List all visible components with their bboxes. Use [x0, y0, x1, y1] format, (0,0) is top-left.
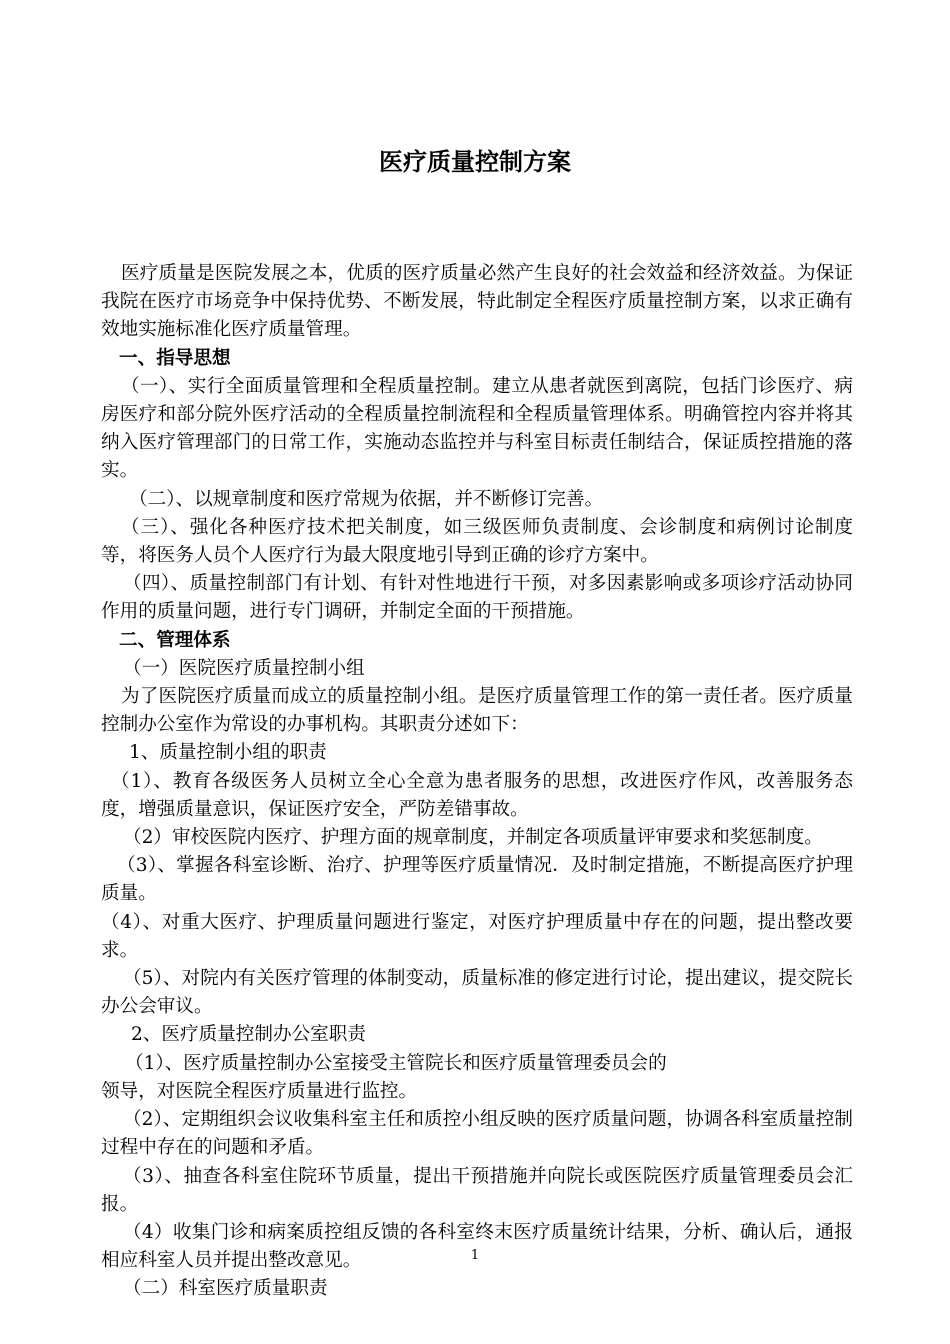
list-item: 领导，对医院全程医疗质量进行监控。	[101, 1080, 418, 1102]
document-body	[101, 260, 853, 1304]
list-item: （4）收集门诊和病案质控组反馈的各科室终末医疗质量统计结果，分析、确认后，通报相应科室人员并提出整改意见。	[101, 1221, 853, 1272]
paragraph: （三）、强化各种医疗技术把关制度，如三级医师负责制度、会诊制度和病例讨论制度等，将医务人员个人医疗行为最大限度地引导到正确的诊疗方案中。	[101, 516, 853, 567]
subsection-heading: （二）科室医疗质量职责	[123, 1278, 328, 1300]
paragraph: （一）、实行全面质量管理和全程质量控制。建立从患者就医到离院，包括门诊医疗、病房医疗和部分院外医疗活动的全程质量控制流程和全程质量管理体系。明确管控内容并将其纳入医疗管理部门的日常工作，实施动态监控并与科室目标责任制结合，保证质控措施的落实。	[101, 375, 853, 482]
list-item-heading: 1、质量控制小组的职责	[129, 742, 327, 764]
list-item: （4）、对重大医疗、护理质量问题进行鉴定，对医疗护理质量中存在的问题，提出整改要求。	[101, 911, 853, 961]
list-item: （2）、定期组织会议收集科室主任和质控小组反映的医疗质量问题，协调各科室质量控制过程中存在的问题和矛盾。	[101, 1109, 853, 1159]
list-item: （1）、医疗质量控制办公室接受主管院长和医疗质量管理委员会的	[125, 1052, 667, 1074]
subsection-heading: （一）医院医疗质量控制小组	[123, 657, 365, 679]
list-item: （1）、教育各级医务人员树立全心全意为患者服务的思想，改进医疗作风，改善服务态度，增强质量意识，保证医疗安全，严防差错事故。	[101, 770, 853, 820]
paragraph: （四）、质量控制部门有计划、有针对性地进行干预，对多因素影响或多项诊疗活动协同作用的质量问题，进行专门调研，并制定全面的干预措施。	[101, 573, 853, 623]
section-heading-guiding-ideology: 一、指导思想	[119, 347, 231, 369]
intro-paragraph: 医疗质量是医院发展之本，优质的医疗质量必然产生良好的社会效益和经济效益。为保证我院在医疗市场竞争中保持优势、不断发展，特此制定全程医疗质量控制方案，以求正确有效地实施标准化医疗质量管理。	[101, 263, 853, 341]
paragraph: （二）、以规章制度和医疗常规为依据，并不断修订完善。	[129, 488, 604, 510]
paragraph: 为了医院医疗质量而成立的质量控制小组。是医疗质量管理工作的第一责任者。医疗质量控制办公室作为常设的办事机构。其职责分述如下：	[101, 686, 853, 736]
list-item: （3）、抽查各科室住院环节质量，提出干预措施并向院长或医院医疗质量管理委员会汇报。	[101, 1165, 853, 1215]
list-item-heading: 2、医疗质量控制办公室职责	[131, 1024, 366, 1046]
list-item: （2）审校医院内医疗、护理方面的规章制度，并制定各项质量评审要求和奖惩制度。	[123, 827, 823, 849]
page-number: 1	[470, 1248, 480, 1263]
list-item: （3）、掌握各科室诊断、治疗、护理等医疗质量情况．及时制定措施，不断提高医疗护理质量。	[101, 855, 853, 905]
document-title: 医疗质量控制方案	[379, 148, 571, 176]
list-item: （5）、对院内有关医疗管理的体制变动，质量标准的修定进行讨论，提出建议，提交院长办公会审议。	[101, 968, 853, 1018]
section-heading-management-system: 二、管理体系	[119, 629, 231, 651]
